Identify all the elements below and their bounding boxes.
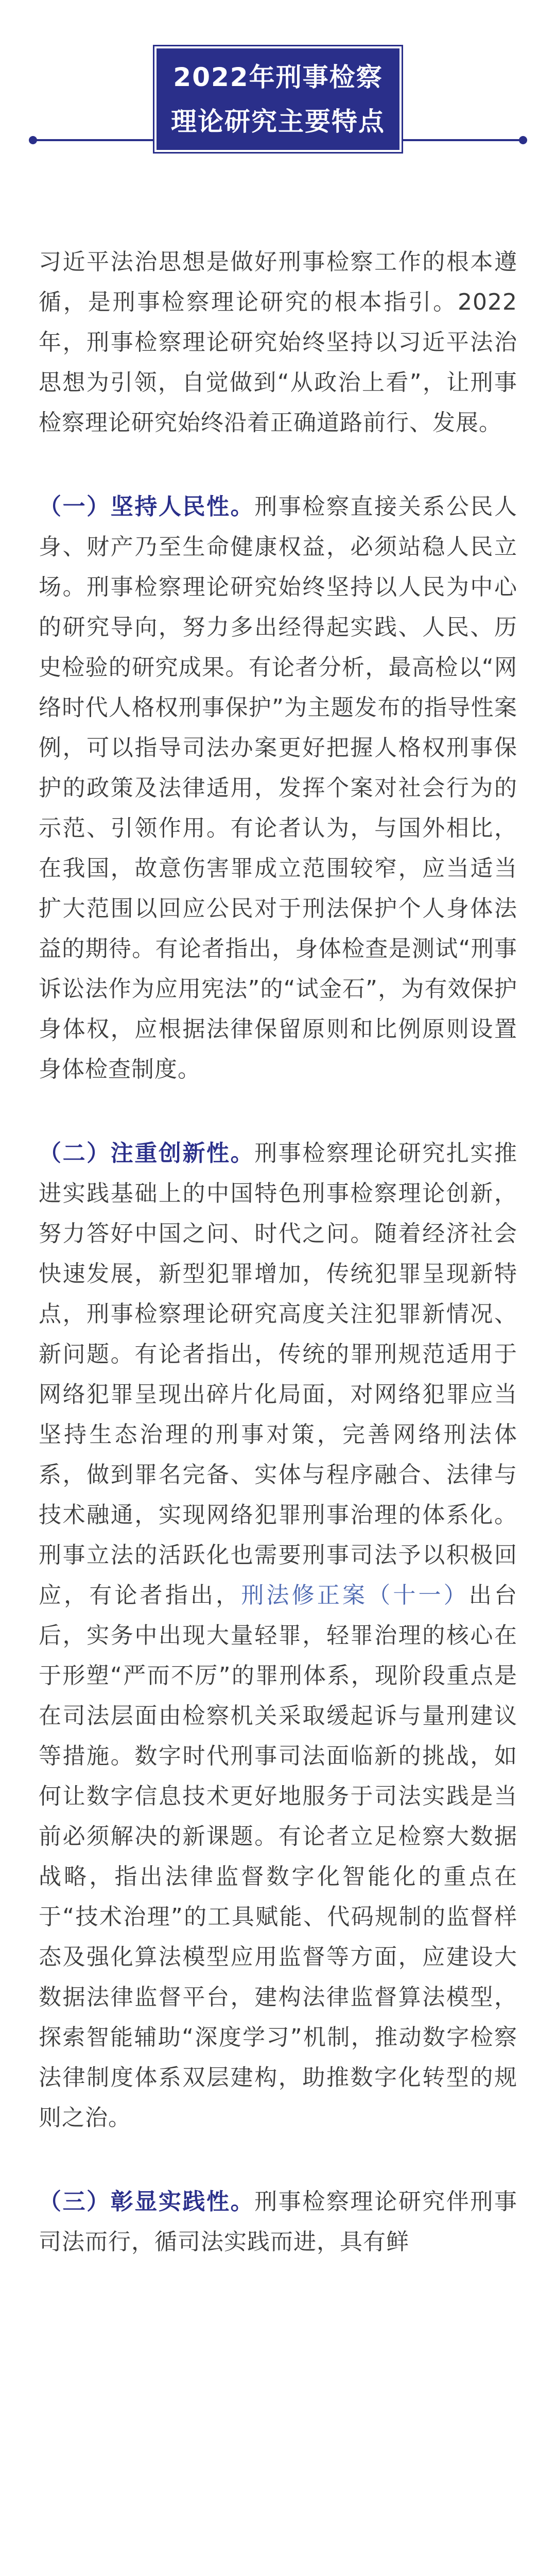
section-practice-paragraph: [39, 2182, 517, 2262]
section-people-heading: （一）坚持人民性。: [39, 494, 255, 520]
section-people-text: 刑事检察直接关系公民人身、财产乃至生命健康权益，必须站稳人民立场。刑事检察理论研究始终坚持以人民为中心的研究导向，努力多出经得起实践、人民、历史检验的研究成果。有论者分析，最高检以“网络时代人格权刑事保护”为主题发布的指导性案例，可以指导司法办案更好把握人格权刑事保护的政策及法律适用，发挥个案对社会行为的示范、引领作用。有论者认为，与国外相比，在我国，故意伤害罪成立范围较窄，应当适当扩大范围以回应公民对于刑法保护个人身体法益的期待。有论者指出，身体检查是测试“刑事诉讼法作为应用宪法”的“试金石”，为有效保护身体权，应根据法律保留原则和比例原则设置身体检查制度。: [39, 494, 518, 1082]
title-line-1: 2022年刑事检察: [173, 62, 383, 92]
section-people-paragraph: [39, 487, 517, 1090]
article-header: [0, 0, 556, 170]
section-practice-heading: （三）彰显实践性。: [39, 2189, 255, 2215]
title-line-2: 理论研究主要特点: [171, 106, 385, 137]
criminal-law-amendment-link[interactable]: 刑法修正案（十一）: [241, 1582, 469, 1608]
section-innovation-paragraph: [39, 1133, 517, 2138]
section-innovation-text-2: 出台后，实务中出现大量轻罪，轻罪治理的核心在于形塑“严而不厉”的罪刑体系，现阶段重点是在司法层面由检察机关采取缓起诉与量刑建议等措施。数字时代刑事司法面临新的挑战，如何让数字信息技术更好地服务于司法实践是当前必须解决的新课题。有论者立足检察大数据战略，指出法律监督数字化智能化的重点在于“技术治理”的工具赋能、代码规制的监督样态及强化算法模型应用监督等方面，应建设大数据法律监督平台，建构法律监督算法模型，探索智能辅助“深度学习”机制，推动数字检察法律制度体系双层建构，助推数字化转型的规则之治。: [39, 1582, 518, 2131]
section-innovation-heading: （二）注重创新性。: [39, 1140, 255, 1166]
section-practice-text: 刑事检察理论研究伴刑事司法而行，循司法实践而进，具有鲜: [39, 2189, 518, 2255]
title-banner: [154, 46, 402, 152]
intro-paragraph: 习近平法治思想是做好刑事检察工作的根本遵循，是刑事检察理论研究的根本指引。2022年，刑事检察理论研究始终坚持以习近平法治思想为引领，自觉做到“从政治上看”，让刑事检察理论研究始终沿着正确道路前行、发展。: [39, 249, 517, 436]
section-innovation-text-1: 刑事检察理论研究扎实推进实践基础上的中国特色刑事检察理论创新，努力答好中国之问、时代之问。随着经济社会快速发展，新型犯罪增加，传统犯罪呈现新特点，刑事检察理论研究高度关注犯罪新情况、新问题。有论者指出，传统的罪刑规范适用于网络犯罪呈现出碎片化局面，对网络犯罪应当坚持生态治理的刑事对策，完善网络刑法体系，做到罪名完备、实体与程序融合、法律与技术融通，实现网络犯罪刑事治理的体系化。刑事立法的活跃化也需要刑事司法予以积极回应，有论者指出，: [39, 1140, 518, 1608]
article-body: [39, 242, 517, 2306]
